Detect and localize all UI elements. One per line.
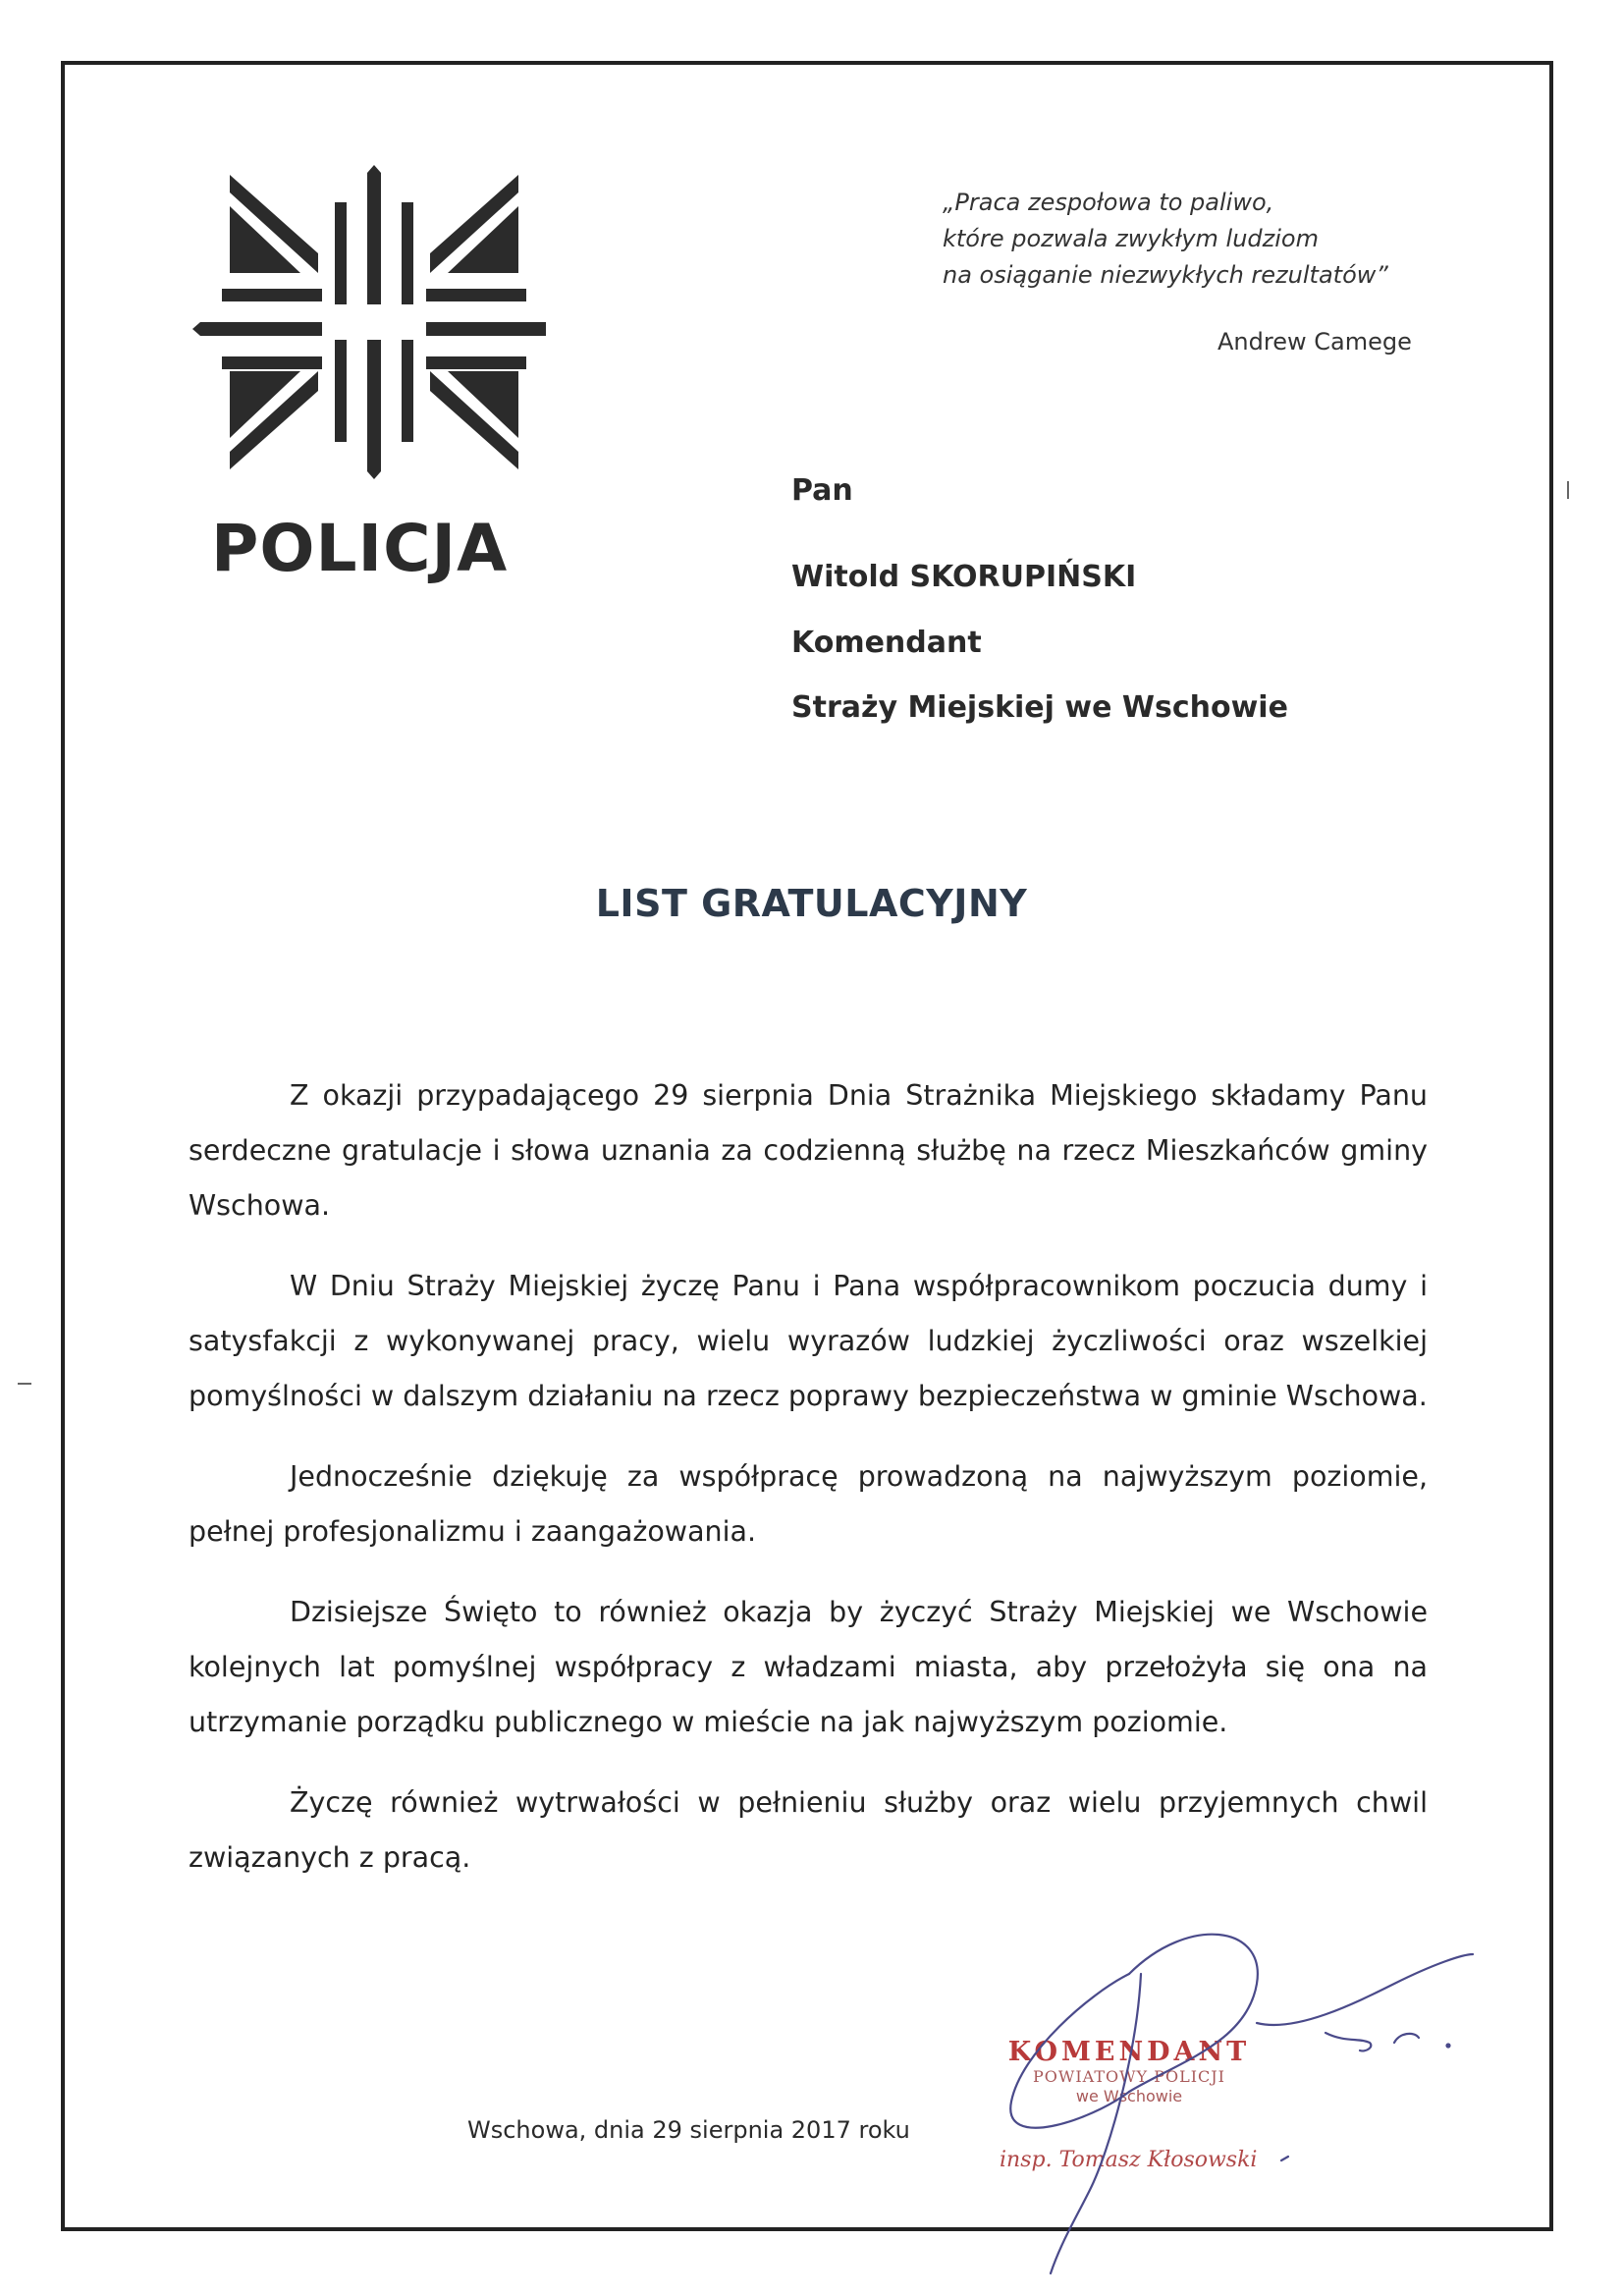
stamp-title: KOMENDANT (1007, 2037, 1251, 2067)
motto-quote (943, 185, 1388, 294)
body-paragraph: W Dniu Straży Miejskiej życzę Panu i Pana współpracownikom poczucia dumy i satysfakcji z wykonywanej pracy, wielu wyrazów ludzkiej życzliwości oraz wszelkiej pomyślności w dalszym działaniu na rzecz poprawy bezpieczeństwa w gminie Wschowa. (189, 1270, 1428, 1412)
handwritten-signature (982, 1895, 1492, 2278)
police-star-emblem-icon (192, 165, 546, 479)
addressee-name: Witold SKORUPIŃSKI (791, 560, 1137, 594)
addressee-salutation: Pan (791, 473, 853, 508)
body-paragraph: Z okazji przypadającego 29 sierpnia Dnia Strażnika Miejskiego składamy Panu serdeczne gratulacje i słowa uznania za codzienną służbę na rzecz Mieszkańców gminy Wschowa. (189, 1079, 1428, 1222)
body-paragraph: Dzisiejsze Święto to również okazja by życzyć Straży Miejskiej we Wschowie kolejnych lat pomyślnej współpracy z władzami miasta, aby przełożyła się ona na utrzymanie porządku publicznego w mieście na jak najwyższym poziomie. (189, 1596, 1428, 1738)
addressee-institution: Straży Miejskiej we Wschowie (791, 690, 1288, 725)
stamp-location: we Wschowie (1075, 2087, 1183, 2105)
document-title: LIST GRATULACYJNY (595, 882, 1028, 925)
logo-wordmark: POLICJA (211, 511, 509, 586)
stamp-unit: POWIATOWY POLICJI (1032, 2067, 1225, 2086)
quote-line: na osiąganie niezwykłych rezultatów” (943, 261, 1388, 289)
quote-line: „Praca zespołowa to paliwo, (943, 189, 1274, 216)
letter-body (189, 1068, 1428, 1911)
stamp-signer: insp. Tomasz Kłosowski (1000, 2148, 1258, 2172)
scan-mark (1567, 481, 1569, 499)
body-paragraph: Jednocześnie dziękuję za współpracę prowadzoną na najwyższym poziomie, pełnej profesjonalizmu i zaangażowania. (189, 1460, 1428, 1548)
addressee-position: Komendant (791, 626, 982, 660)
scan-mark (18, 1383, 31, 1385)
quote-author: Andrew Camege (1217, 328, 1412, 355)
date-line: Wschowa, dnia 29 sierpnia 2017 roku (467, 2116, 910, 2144)
quote-line: które pozwala zwykłym ludziom (943, 225, 1319, 252)
body-paragraph: Życzę również wytrwałości w pełnieniu służby oraz wielu przyjemnych chwil związanych z pracą. (189, 1786, 1428, 1874)
